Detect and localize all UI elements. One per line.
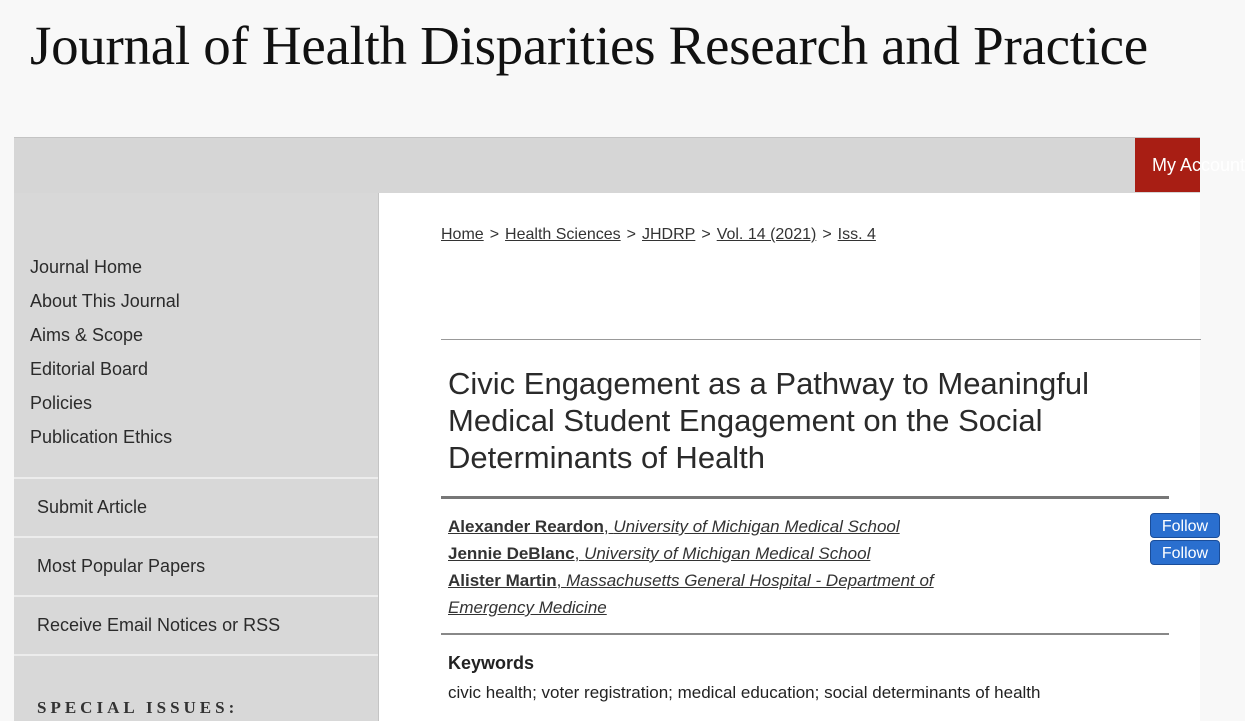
sidebar-item-policies[interactable]: Policies xyxy=(30,393,93,413)
breadcrumb xyxy=(441,226,876,244)
breadcrumb-jhdrp[interactable]: JHDRP xyxy=(642,226,696,243)
breadcrumb-issue[interactable]: Iss. 4 xyxy=(837,226,876,243)
follow-button[interactable]: Follow xyxy=(1150,513,1220,538)
most-popular-papers-link[interactable]: Most Popular Papers xyxy=(14,536,378,594)
sidebar-item-about[interactable]: About This Journal xyxy=(30,291,180,311)
site-title[interactable]: Journal of Health Disparities Research and Practice xyxy=(30,15,1148,76)
breadcrumb-separator: > xyxy=(489,226,500,243)
sidebar xyxy=(14,193,379,721)
breadcrumb-separator: > xyxy=(701,226,711,243)
breadcrumb-separator: > xyxy=(822,226,832,243)
author-affiliation[interactable]: University of Michigan Medical School xyxy=(613,517,900,536)
keywords-divider xyxy=(441,633,1169,635)
navbar xyxy=(14,137,1200,194)
author-name-link[interactable]: Alexander Reardon xyxy=(448,517,604,536)
sidebar-item-editorial-board[interactable]: Editorial Board xyxy=(30,359,149,379)
author-affiliation[interactable]: University of Michigan Medical School xyxy=(584,544,871,563)
breadcrumb-separator: > xyxy=(626,226,636,243)
sidebar-item-publication-ethics[interactable]: Publication Ethics xyxy=(30,427,173,447)
author-list xyxy=(448,513,1209,621)
breadcrumb-home[interactable]: Home xyxy=(441,226,484,243)
sidebar-item-aims-scope[interactable]: Aims & Scope xyxy=(30,325,144,345)
author-affiliation[interactable]: Massachusetts General Hospital - Department of Emergency Medicine xyxy=(448,571,934,617)
author-item: Alister Martin, Massachusetts General Hospital - Department of Emergency Medicine xyxy=(448,571,934,617)
main-content xyxy=(379,193,1209,721)
author-item: Jennie DeBlanc, University of Michigan Medical School xyxy=(448,544,871,563)
author-name-link[interactable]: Alister Martin xyxy=(448,571,557,590)
authors-divider xyxy=(441,496,1169,499)
author-name-link[interactable]: Jennie DeBlanc xyxy=(448,544,575,563)
keywords-heading: Keywords xyxy=(448,653,535,673)
special-issues-heading: SPECIAL ISSUES: xyxy=(37,698,239,717)
submit-article-link[interactable]: Submit Article xyxy=(14,477,378,535)
title-divider xyxy=(441,339,1201,340)
my-account-button[interactable]: My Account xyxy=(1135,138,1200,192)
author-item: Alexander Reardon, University of Michigan Medical School xyxy=(448,517,900,536)
keywords-text: civic health; voter registration; medical education; social determinants of health xyxy=(448,683,1041,702)
sidebar-item-journal-home[interactable]: Journal Home xyxy=(30,257,143,277)
email-notices-rss-link[interactable]: Receive Email Notices or RSS xyxy=(14,595,378,653)
sidebar-nav xyxy=(30,250,180,454)
breadcrumb-health-sciences[interactable]: Health Sciences xyxy=(505,226,621,243)
article-title: Civic Engagement as a Pathway to Meaningful Medical Student Engagement on the Social Determinants of Health xyxy=(448,366,1090,475)
breadcrumb-volume[interactable]: Vol. 14 (2021) xyxy=(716,226,817,243)
follow-button[interactable]: Follow xyxy=(1150,540,1220,565)
masthead xyxy=(0,0,1200,138)
